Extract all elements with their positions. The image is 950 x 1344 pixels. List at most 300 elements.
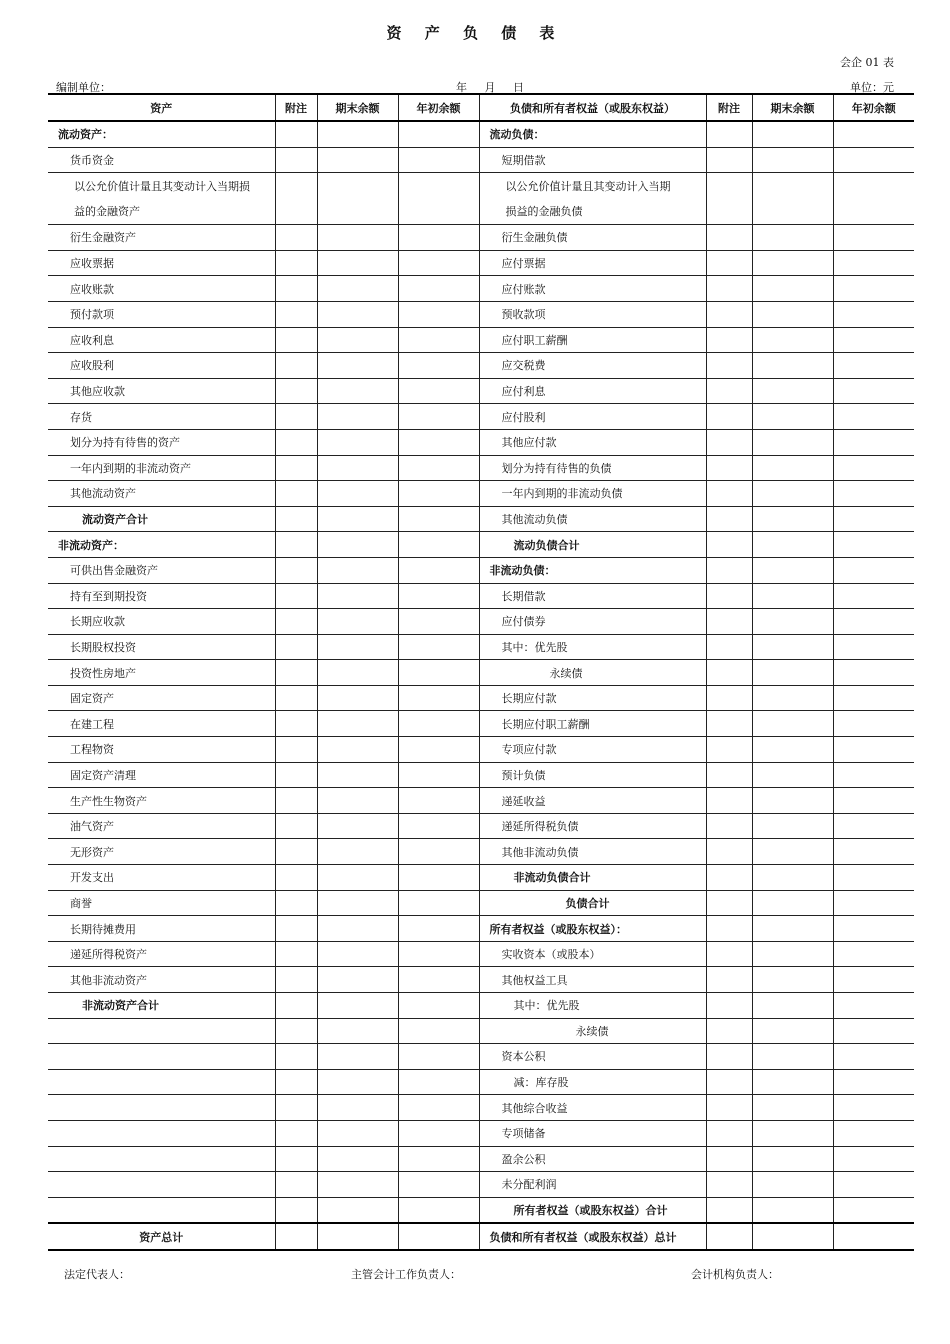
- right-begin-balance-cell[interactable]: [833, 737, 914, 763]
- right-begin-balance-cell[interactable]: [833, 660, 914, 686]
- left-begin-balance-cell[interactable]: [398, 121, 479, 147]
- right-end-balance-cell[interactable]: [752, 890, 833, 916]
- left-end-balance-cell[interactable]: [317, 404, 398, 430]
- right-end-balance-cell[interactable]: [752, 1172, 833, 1198]
- liability-total-note-cell[interactable]: [706, 1223, 752, 1250]
- right-begin-balance-cell[interactable]: [833, 1146, 914, 1172]
- right-end-balance-cell[interactable]: [752, 839, 833, 865]
- liability-total-begin-balance-cell[interactable]: [833, 1223, 914, 1250]
- right-end-balance-cell[interactable]: [752, 250, 833, 276]
- left-begin-balance-cell[interactable]: [398, 993, 479, 1019]
- left-end-balance-cell[interactable]: [317, 711, 398, 737]
- right-end-balance-cell[interactable]: [752, 660, 833, 686]
- right-note-cell[interactable]: [706, 301, 752, 327]
- right-note-cell[interactable]: [706, 250, 752, 276]
- left-note-cell[interactable]: [275, 1120, 317, 1146]
- right-end-balance-cell[interactable]: [752, 634, 833, 660]
- right-end-balance-cell[interactable]: [752, 865, 833, 891]
- right-note-cell[interactable]: [706, 327, 752, 353]
- left-note-cell[interactable]: [275, 250, 317, 276]
- right-item-label: 流动负债合计: [479, 532, 706, 558]
- left-note-cell[interactable]: [275, 941, 317, 967]
- right-note-cell[interactable]: [706, 404, 752, 430]
- right-end-balance-cell[interactable]: [752, 276, 833, 302]
- asset-total-begin-balance-cell[interactable]: [398, 1223, 479, 1250]
- left-begin-balance-cell[interactable]: [398, 147, 479, 173]
- right-begin-balance-cell[interactable]: [833, 1172, 914, 1198]
- right-begin-balance-cell[interactable]: [833, 1197, 914, 1223]
- right-end-balance-cell[interactable]: [752, 506, 833, 532]
- left-note-cell[interactable]: [275, 916, 317, 942]
- right-item-label: 其他应付款: [479, 429, 706, 455]
- left-end-balance-cell[interactable]: [317, 225, 398, 251]
- asset-total-end-balance-cell[interactable]: [317, 1223, 398, 1250]
- left-end-balance-cell[interactable]: [317, 532, 398, 558]
- header-note: 附注: [706, 94, 752, 121]
- right-note-cell[interactable]: [706, 1018, 752, 1044]
- right-end-balance-cell[interactable]: [752, 1146, 833, 1172]
- right-end-balance-cell[interactable]: [752, 685, 833, 711]
- left-note-cell[interactable]: [275, 1172, 317, 1198]
- right-begin-balance-cell[interactable]: [833, 634, 914, 660]
- left-note-cell[interactable]: [275, 685, 317, 711]
- right-begin-balance-cell[interactable]: [833, 583, 914, 609]
- left-note-cell[interactable]: [275, 301, 317, 327]
- left-note-cell[interactable]: [275, 429, 317, 455]
- right-note-cell[interactable]: [706, 711, 752, 737]
- left-end-balance-cell[interactable]: [317, 660, 398, 686]
- left-begin-balance-cell[interactable]: [398, 1197, 479, 1223]
- left-note-cell[interactable]: [275, 967, 317, 993]
- right-note-cell[interactable]: [706, 481, 752, 507]
- left-begin-balance-cell[interactable]: [398, 557, 479, 583]
- right-begin-balance-cell[interactable]: [833, 941, 914, 967]
- right-note-cell[interactable]: [706, 506, 752, 532]
- right-begin-balance-cell[interactable]: [833, 557, 914, 583]
- right-end-balance-cell[interactable]: [752, 1044, 833, 1070]
- header-end-balance: 期末余额: [317, 94, 398, 121]
- right-note-cell[interactable]: [706, 429, 752, 455]
- left-note-cell[interactable]: [275, 353, 317, 379]
- left-begin-balance-cell[interactable]: [398, 609, 479, 635]
- right-begin-balance-cell[interactable]: [833, 173, 914, 225]
- right-note-cell[interactable]: [706, 1172, 752, 1198]
- left-begin-balance-cell[interactable]: [398, 532, 479, 558]
- left-begin-balance-cell[interactable]: [398, 1044, 479, 1070]
- right-note-cell[interactable]: [706, 557, 752, 583]
- right-begin-balance-cell[interactable]: [833, 301, 914, 327]
- right-begin-balance-cell[interactable]: [833, 276, 914, 302]
- left-begin-balance-cell[interactable]: [398, 1069, 479, 1095]
- right-note-cell[interactable]: [706, 762, 752, 788]
- left-item-label-line1: 以公允价值计量且其变动计入当期损: [74, 179, 250, 193]
- table-row: [48, 634, 914, 660]
- left-note-cell[interactable]: [275, 865, 317, 891]
- right-begin-balance-cell[interactable]: [833, 327, 914, 353]
- right-note-cell[interactable]: [706, 737, 752, 763]
- right-note-cell[interactable]: [706, 839, 752, 865]
- left-item-label: 其他流动资产: [48, 481, 275, 507]
- left-note-cell[interactable]: [275, 532, 317, 558]
- left-empty-label: [48, 1069, 275, 1095]
- right-begin-balance-cell[interactable]: [833, 1044, 914, 1070]
- right-note-cell[interactable]: [706, 967, 752, 993]
- right-note-cell[interactable]: [706, 890, 752, 916]
- asset-total-note-cell[interactable]: [275, 1223, 317, 1250]
- left-end-balance-cell[interactable]: [317, 121, 398, 147]
- left-end-balance-cell[interactable]: [317, 1069, 398, 1095]
- right-begin-balance-cell[interactable]: [833, 353, 914, 379]
- left-note-cell[interactable]: [275, 890, 317, 916]
- left-note-cell[interactable]: [275, 1069, 317, 1095]
- right-end-balance-cell[interactable]: [752, 378, 833, 404]
- table-row: [48, 1120, 914, 1146]
- right-end-balance-cell[interactable]: [752, 916, 833, 942]
- right-item-label-line2: 损益的金融负债: [505, 204, 583, 218]
- left-begin-balance-cell[interactable]: [398, 276, 479, 302]
- accounting-head-label: 会计机构负责人：: [691, 1268, 779, 1281]
- right-end-balance-cell[interactable]: [752, 404, 833, 430]
- left-note-cell[interactable]: [275, 1044, 317, 1070]
- left-item-label: 非流动资产：: [48, 532, 275, 558]
- left-begin-balance-cell[interactable]: [398, 967, 479, 993]
- left-note-cell[interactable]: [275, 378, 317, 404]
- right-note-cell[interactable]: [706, 609, 752, 635]
- left-note-cell[interactable]: [275, 839, 317, 865]
- left-end-balance-cell[interactable]: [317, 1172, 398, 1198]
- right-note-cell[interactable]: [706, 1120, 752, 1146]
- left-begin-balance-cell[interactable]: [398, 506, 479, 532]
- left-note-cell[interactable]: [275, 1146, 317, 1172]
- left-end-balance-cell[interactable]: [317, 813, 398, 839]
- table-row: [48, 1197, 914, 1223]
- right-note-cell[interactable]: [706, 353, 752, 379]
- right-begin-balance-cell[interactable]: [833, 839, 914, 865]
- right-note-cell[interactable]: [706, 225, 752, 251]
- left-begin-balance-cell[interactable]: [398, 941, 479, 967]
- right-note-cell[interactable]: [706, 941, 752, 967]
- right-begin-balance-cell[interactable]: [833, 788, 914, 814]
- left-end-balance-cell[interactable]: [317, 916, 398, 942]
- table-row: [48, 813, 914, 839]
- right-begin-balance-cell[interactable]: [833, 609, 914, 635]
- left-note-cell[interactable]: [275, 737, 317, 763]
- left-end-balance-cell[interactable]: [317, 967, 398, 993]
- table-row: [48, 1146, 914, 1172]
- left-end-balance-cell[interactable]: [317, 993, 398, 1019]
- left-begin-balance-cell[interactable]: [398, 429, 479, 455]
- liability-total-end-balance-cell[interactable]: [752, 1223, 833, 1250]
- left-item-label: 衍生金融资产: [48, 225, 275, 251]
- right-begin-balance-cell[interactable]: [833, 890, 914, 916]
- left-begin-balance-cell[interactable]: [398, 737, 479, 763]
- left-begin-balance-cell[interactable]: [398, 250, 479, 276]
- left-begin-balance-cell[interactable]: [398, 327, 479, 353]
- right-item-label: 应付账款: [479, 276, 706, 302]
- left-begin-balance-cell[interactable]: [398, 813, 479, 839]
- right-end-balance-cell[interactable]: [752, 993, 833, 1019]
- right-begin-balance-cell[interactable]: [833, 378, 914, 404]
- left-end-balance-cell[interactable]: [317, 481, 398, 507]
- left-note-cell[interactable]: [275, 327, 317, 353]
- left-end-balance-cell[interactable]: [317, 890, 398, 916]
- left-note-cell[interactable]: [275, 788, 317, 814]
- right-begin-balance-cell[interactable]: [833, 455, 914, 481]
- left-end-balance-cell[interactable]: [317, 353, 398, 379]
- right-end-balance-cell[interactable]: [752, 813, 833, 839]
- left-end-balance-cell[interactable]: [317, 1095, 398, 1121]
- right-item-label: 减：库存股: [479, 1069, 706, 1095]
- left-begin-balance-cell[interactable]: [398, 788, 479, 814]
- right-item-label: 一年内到期的非流动负债: [479, 481, 706, 507]
- right-item-label: 非流动负债合计: [479, 865, 706, 891]
- right-end-balance-cell[interactable]: [752, 481, 833, 507]
- table-row: [48, 147, 914, 173]
- left-end-balance-cell[interactable]: [317, 865, 398, 891]
- left-begin-balance-cell[interactable]: [398, 1120, 479, 1146]
- right-begin-balance-cell[interactable]: [833, 865, 914, 891]
- left-begin-balance-cell[interactable]: [398, 583, 479, 609]
- left-note-cell[interactable]: [275, 404, 317, 430]
- right-begin-balance-cell[interactable]: [833, 1120, 914, 1146]
- left-end-balance-cell[interactable]: [317, 506, 398, 532]
- left-end-balance-cell[interactable]: [317, 147, 398, 173]
- left-end-balance-cell[interactable]: [317, 327, 398, 353]
- left-begin-balance-cell[interactable]: [398, 378, 479, 404]
- left-begin-balance-cell[interactable]: [398, 634, 479, 660]
- right-end-balance-cell[interactable]: [752, 941, 833, 967]
- left-end-balance-cell[interactable]: [317, 762, 398, 788]
- left-begin-balance-cell[interactable]: [398, 404, 479, 430]
- left-end-balance-cell[interactable]: [317, 1197, 398, 1223]
- left-begin-balance-cell[interactable]: [398, 660, 479, 686]
- left-note-cell[interactable]: [275, 993, 317, 1019]
- left-note-cell[interactable]: [275, 1197, 317, 1223]
- right-note-cell[interactable]: [706, 813, 752, 839]
- right-begin-balance-cell[interactable]: [833, 993, 914, 1019]
- right-begin-balance-cell[interactable]: [833, 916, 914, 942]
- left-note-cell[interactable]: [275, 147, 317, 173]
- right-item-label: 短期借款: [479, 147, 706, 173]
- right-note-cell[interactable]: [706, 993, 752, 1019]
- left-item-label: 持有至到期投资: [48, 583, 275, 609]
- table-row: [48, 250, 914, 276]
- left-begin-balance-cell[interactable]: [398, 685, 479, 711]
- right-begin-balance-cell[interactable]: [833, 813, 914, 839]
- header-begin-balance: 年初余额: [833, 94, 914, 121]
- right-end-balance-cell[interactable]: [752, 225, 833, 251]
- right-end-balance-cell[interactable]: [752, 967, 833, 993]
- unit-label: 单位：元: [850, 81, 894, 94]
- left-begin-balance-cell[interactable]: [398, 301, 479, 327]
- right-begin-balance-cell[interactable]: [833, 762, 914, 788]
- right-note-cell[interactable]: [706, 1069, 752, 1095]
- left-note-cell[interactable]: [275, 557, 317, 583]
- legal-rep-label: 法定代表人：: [64, 1268, 130, 1281]
- right-begin-balance-cell[interactable]: [833, 429, 914, 455]
- right-end-balance-cell[interactable]: [752, 1069, 833, 1095]
- left-end-balance-cell[interactable]: [317, 1146, 398, 1172]
- right-note-cell[interactable]: [706, 1095, 752, 1121]
- left-end-balance-cell[interactable]: [317, 276, 398, 302]
- left-begin-balance-cell[interactable]: [398, 1095, 479, 1121]
- left-begin-balance-cell[interactable]: [398, 1018, 479, 1044]
- left-note-cell[interactable]: [275, 1095, 317, 1121]
- right-end-balance-cell[interactable]: [752, 121, 833, 147]
- left-begin-balance-cell[interactable]: [398, 1146, 479, 1172]
- right-begin-balance-cell[interactable]: [833, 685, 914, 711]
- page-title: 资 产 负 债 表: [386, 24, 564, 42]
- right-end-balance-cell[interactable]: [752, 1018, 833, 1044]
- left-note-cell[interactable]: [275, 660, 317, 686]
- right-note-cell[interactable]: [706, 916, 752, 942]
- right-begin-balance-cell[interactable]: [833, 967, 914, 993]
- table-row: [48, 327, 914, 353]
- right-begin-balance-cell[interactable]: [833, 481, 914, 507]
- right-note-cell[interactable]: [706, 276, 752, 302]
- right-begin-balance-cell[interactable]: [833, 147, 914, 173]
- left-note-cell[interactable]: [275, 762, 317, 788]
- left-item-label: 存货: [48, 404, 275, 430]
- table-row: [48, 660, 914, 686]
- left-end-balance-cell[interactable]: [317, 250, 398, 276]
- right-end-balance-cell[interactable]: [752, 353, 833, 379]
- right-begin-balance-cell[interactable]: [833, 506, 914, 532]
- right-end-balance-cell[interactable]: [752, 583, 833, 609]
- right-end-balance-cell[interactable]: [752, 532, 833, 558]
- left-note-cell[interactable]: [275, 609, 317, 635]
- right-note-cell[interactable]: [706, 147, 752, 173]
- right-end-balance-cell[interactable]: [752, 762, 833, 788]
- left-begin-balance-cell[interactable]: [398, 865, 479, 891]
- left-begin-balance-cell[interactable]: [398, 455, 479, 481]
- table-row: [48, 173, 914, 225]
- right-begin-balance-cell[interactable]: [833, 1095, 914, 1121]
- left-end-balance-cell[interactable]: [317, 609, 398, 635]
- left-begin-balance-cell[interactable]: [398, 481, 479, 507]
- right-note-cell[interactable]: [706, 378, 752, 404]
- right-note-cell[interactable]: [706, 583, 752, 609]
- left-end-balance-cell[interactable]: [317, 941, 398, 967]
- right-note-cell[interactable]: [706, 1146, 752, 1172]
- left-note-cell[interactable]: [275, 506, 317, 532]
- left-note-cell[interactable]: [275, 455, 317, 481]
- right-end-balance-cell[interactable]: [752, 173, 833, 225]
- right-end-balance-cell[interactable]: [752, 301, 833, 327]
- left-end-balance-cell[interactable]: [317, 429, 398, 455]
- right-note-cell[interactable]: [706, 788, 752, 814]
- left-end-balance-cell[interactable]: [317, 173, 398, 225]
- left-begin-balance-cell[interactable]: [398, 711, 479, 737]
- right-begin-balance-cell[interactable]: [833, 121, 914, 147]
- right-note-cell[interactable]: [706, 121, 752, 147]
- left-note-cell[interactable]: [275, 711, 317, 737]
- right-note-cell[interactable]: [706, 1197, 752, 1223]
- right-begin-balance-cell[interactable]: [833, 404, 914, 430]
- right-begin-balance-cell[interactable]: [833, 711, 914, 737]
- left-note-cell[interactable]: [275, 481, 317, 507]
- left-begin-balance-cell[interactable]: [398, 762, 479, 788]
- right-end-balance-cell[interactable]: [752, 327, 833, 353]
- right-note-cell[interactable]: [706, 173, 752, 225]
- right-end-balance-cell[interactable]: [752, 557, 833, 583]
- left-note-cell[interactable]: [275, 121, 317, 147]
- left-item-label: 长期待摊费用: [48, 916, 275, 942]
- left-begin-balance-cell[interactable]: [398, 916, 479, 942]
- right-note-cell[interactable]: [706, 865, 752, 891]
- right-begin-balance-cell[interactable]: [833, 1018, 914, 1044]
- left-end-balance-cell[interactable]: [317, 634, 398, 660]
- left-item-label: 长期应收款: [48, 609, 275, 635]
- left-begin-balance-cell[interactable]: [398, 225, 479, 251]
- left-note-cell[interactable]: [275, 1018, 317, 1044]
- right-begin-balance-cell[interactable]: [833, 225, 914, 251]
- left-end-balance-cell[interactable]: [317, 378, 398, 404]
- right-end-balance-cell[interactable]: [752, 1197, 833, 1223]
- left-end-balance-cell[interactable]: [317, 1044, 398, 1070]
- right-end-balance-cell[interactable]: [752, 1095, 833, 1121]
- left-end-balance-cell[interactable]: [317, 788, 398, 814]
- left-end-balance-cell[interactable]: [317, 455, 398, 481]
- right-end-balance-cell[interactable]: [752, 711, 833, 737]
- right-end-balance-cell[interactable]: [752, 788, 833, 814]
- left-end-balance-cell[interactable]: [317, 301, 398, 327]
- right-end-balance-cell[interactable]: [752, 609, 833, 635]
- left-item-label: 固定资产清理: [48, 762, 275, 788]
- right-end-balance-cell[interactable]: [752, 455, 833, 481]
- left-item-label: 开发支出: [48, 865, 275, 891]
- right-end-balance-cell[interactable]: [752, 737, 833, 763]
- left-begin-balance-cell[interactable]: [398, 890, 479, 916]
- left-note-cell[interactable]: [275, 225, 317, 251]
- asset-total-label: 资产总计: [48, 1223, 275, 1250]
- left-end-balance-cell[interactable]: [317, 583, 398, 609]
- right-end-balance-cell[interactable]: [752, 429, 833, 455]
- right-begin-balance-cell[interactable]: [833, 1069, 914, 1095]
- left-empty-label: [48, 1146, 275, 1172]
- left-note-cell[interactable]: [275, 634, 317, 660]
- right-note-cell[interactable]: [706, 455, 752, 481]
- right-item-label: 其中：优先股: [479, 993, 706, 1019]
- right-begin-balance-cell[interactable]: [833, 532, 914, 558]
- left-begin-balance-cell[interactable]: [398, 173, 479, 225]
- right-note-cell[interactable]: [706, 685, 752, 711]
- right-begin-balance-cell[interactable]: [833, 250, 914, 276]
- left-note-cell[interactable]: [275, 813, 317, 839]
- left-begin-balance-cell[interactable]: [398, 353, 479, 379]
- left-end-balance-cell[interactable]: [317, 839, 398, 865]
- right-end-balance-cell[interactable]: [752, 147, 833, 173]
- right-note-cell[interactable]: [706, 660, 752, 686]
- left-end-balance-cell[interactable]: [317, 1120, 398, 1146]
- right-end-balance-cell[interactable]: [752, 1120, 833, 1146]
- left-note-cell[interactable]: [275, 276, 317, 302]
- left-end-balance-cell[interactable]: [317, 1018, 398, 1044]
- table-row: [48, 404, 914, 430]
- right-note-cell[interactable]: [706, 532, 752, 558]
- right-item-label: 其他流动负债: [479, 506, 706, 532]
- left-begin-balance-cell[interactable]: [398, 839, 479, 865]
- right-note-cell[interactable]: [706, 634, 752, 660]
- right-note-cell[interactable]: [706, 1044, 752, 1070]
- left-end-balance-cell[interactable]: [317, 737, 398, 763]
- left-note-cell[interactable]: [275, 583, 317, 609]
- table-row: [48, 276, 914, 302]
- left-begin-balance-cell[interactable]: [398, 1172, 479, 1198]
- left-note-cell[interactable]: [275, 173, 317, 225]
- left-end-balance-cell[interactable]: [317, 685, 398, 711]
- left-end-balance-cell[interactable]: [317, 557, 398, 583]
